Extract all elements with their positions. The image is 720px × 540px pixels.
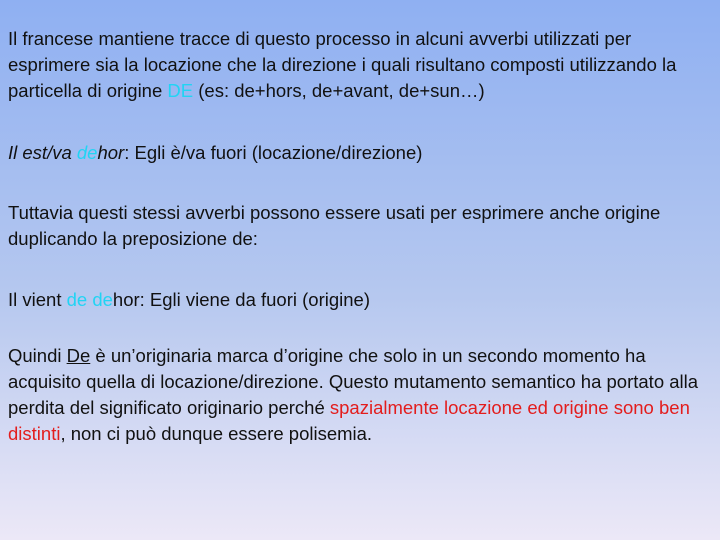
example-italic-a: Il est/va	[8, 142, 77, 163]
de-particle-highlight: DE	[167, 80, 194, 101]
paragraph-example-dehor	[8, 140, 714, 166]
paragraph-example-de-dehor	[8, 287, 714, 313]
example-translation: : Egli è/va fuori (locazione/direzione)	[124, 142, 423, 163]
paragraph-intro	[8, 26, 714, 104]
conclusion-text-a: Quindi	[8, 345, 67, 366]
example2-text-a: Il vient	[8, 289, 67, 310]
example2-text-b: hor: Egli viene da fuori (origine)	[112, 289, 370, 310]
conclusion-red-highlight: spazialmente locazione ed origine sono ben distinti	[8, 397, 690, 444]
conclusion-text-c: , non ci può dunque essere polisemia.	[60, 423, 373, 444]
example2-de-highlight-1: de	[66, 289, 88, 310]
example2-de-highlight-2: de	[92, 289, 113, 310]
conclusion-text-b: è un’originaria marca d’origine che solo in un secondo momento ha acquisito quella di locazione/direzione. Questo mutamento semantico ha portato alla perdita del significato originario perché	[8, 345, 699, 418]
example-de-highlight: de	[76, 142, 98, 163]
however-text: Tuttavia questi stessi avverbi possono essere usati per esprimere anche origine duplicando la preposizione de:	[8, 202, 661, 249]
paragraph-conclusion	[8, 343, 714, 447]
de-underlined: De	[66, 345, 91, 366]
paragraph-however	[8, 200, 714, 252]
intro-text-a: Il francese mantiene tracce di questo processo in alcuni avverbi utilizzati per esprimere sia la locazione che la direzione i quali risultano composti utilizzando la particella di origine	[8, 28, 677, 101]
example-italic-b: hor	[97, 142, 125, 163]
intro-text-b: (es: de+hors, de+avant, de+sun…)	[193, 80, 485, 101]
